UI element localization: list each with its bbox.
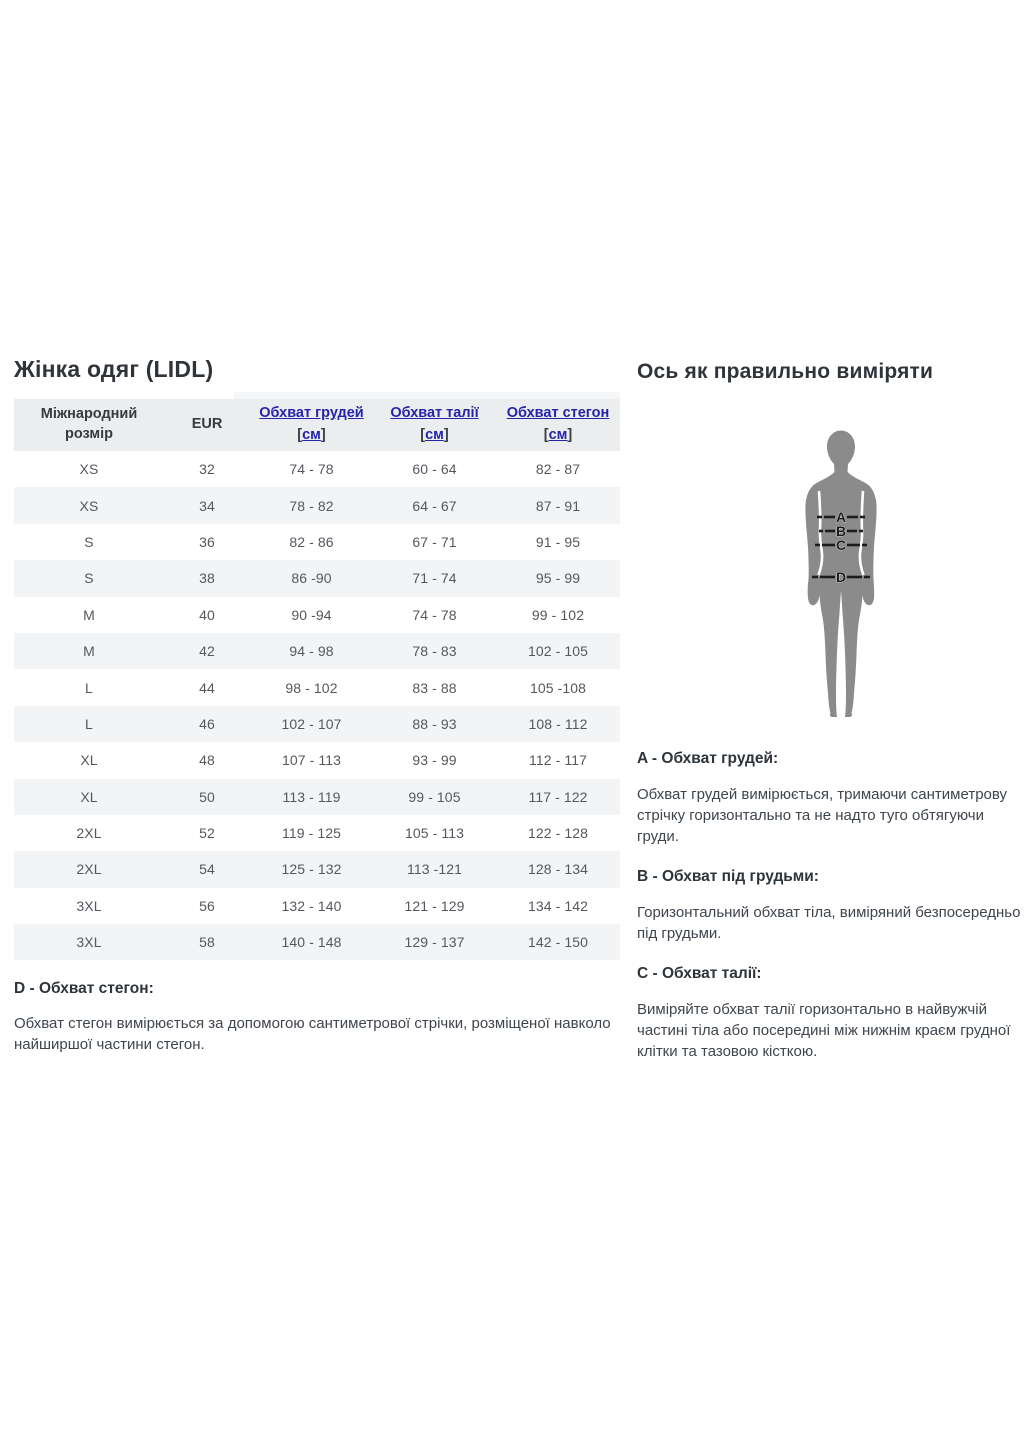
size-cell: 52 bbox=[199, 825, 215, 842]
size-cell: 113 - 119 bbox=[282, 788, 341, 805]
size-cell: M bbox=[83, 606, 95, 623]
hips-unit-link[interactable]: см bbox=[548, 427, 568, 443]
size-cell: 140 - 148 bbox=[281, 934, 342, 951]
size-cell: 102 - 107 bbox=[281, 715, 342, 732]
size-cell: 58 bbox=[199, 934, 215, 951]
table-row bbox=[14, 524, 620, 560]
size-cell: 74 - 78 bbox=[412, 606, 457, 623]
bracket: ] bbox=[443, 427, 449, 443]
size-cell: 36 bbox=[199, 533, 215, 550]
table-row bbox=[14, 560, 620, 596]
size-cell: S bbox=[84, 533, 94, 550]
band-label-b: B bbox=[835, 523, 847, 539]
table-row bbox=[14, 706, 620, 742]
table-row bbox=[14, 851, 620, 887]
hips-link[interactable]: Обхват стегон bbox=[506, 405, 610, 422]
size-cell: 93 - 99 bbox=[412, 752, 457, 769]
size-cell: 87 - 91 bbox=[535, 497, 581, 514]
hips-unit bbox=[500, 426, 616, 446]
waist-unit bbox=[377, 426, 492, 446]
size-cell: 48 bbox=[199, 752, 215, 769]
measure-guide-title: Ось як правильно виміряти bbox=[637, 360, 934, 383]
table-header-row bbox=[14, 399, 620, 451]
size-cell: 125 - 132 bbox=[281, 861, 342, 878]
band-label-a: A bbox=[835, 509, 847, 525]
size-cell: 142 - 150 bbox=[527, 934, 589, 951]
size-table-wrap bbox=[14, 399, 620, 960]
table-row bbox=[14, 815, 620, 851]
size-cell: 122 - 128 bbox=[527, 825, 589, 842]
measure-section-text: Виміряйте обхват талії горизонтально в найвужчій частині тіла або посередині між нижнім краєм грудної клітки та тазовою кісткою. bbox=[637, 1001, 1011, 1060]
size-cell: 105 - 113 bbox=[404, 825, 465, 842]
bracket: [ bbox=[297, 427, 303, 443]
size-cell: 2XL bbox=[76, 861, 102, 878]
size-cell: 64 - 67 bbox=[412, 497, 457, 514]
size-cell: 98 - 102 bbox=[285, 679, 338, 696]
size-cell: 119 - 125 bbox=[281, 825, 342, 842]
size-cell: 134 - 142 bbox=[527, 897, 589, 914]
size-cell: 99 - 102 bbox=[531, 606, 585, 623]
waist-link[interactable]: Обхват талії bbox=[390, 405, 479, 422]
size-cell: 94 - 98 bbox=[289, 643, 334, 660]
size-cell: 82 - 86 bbox=[289, 533, 334, 550]
size-cell: 34 bbox=[199, 497, 215, 514]
size-cell: 3XL bbox=[76, 934, 102, 951]
size-cell: 83 - 88 bbox=[412, 679, 457, 696]
chest-unit-link[interactable]: см bbox=[302, 427, 321, 443]
size-cell: M bbox=[83, 643, 95, 660]
size-cell: 44 bbox=[199, 679, 215, 696]
size-cell: 86 -90 bbox=[291, 570, 332, 587]
measure-section bbox=[637, 965, 1029, 1062]
table-row bbox=[14, 487, 620, 523]
size-cell: 46 bbox=[199, 715, 215, 732]
size-cell: 54 bbox=[199, 861, 215, 878]
measure-section-text: Горизонтальний обхват тіла, виміряний безпосередньо під грудьми. bbox=[637, 904, 1021, 942]
size-cell: XS bbox=[79, 461, 99, 478]
header-strip bbox=[234, 392, 620, 399]
size-cell: 113 -121 bbox=[406, 861, 463, 878]
size-cell: 112 - 117 bbox=[529, 752, 587, 769]
bracket: [ bbox=[543, 427, 549, 443]
table-row bbox=[14, 633, 620, 669]
size-cell: L bbox=[85, 715, 93, 732]
size-cell: 67 - 71 bbox=[412, 533, 457, 550]
col-header-chest bbox=[250, 399, 373, 451]
size-cell: 42 bbox=[199, 643, 215, 660]
size-cell: 74 - 78 bbox=[289, 461, 334, 478]
chest-unit bbox=[254, 426, 369, 446]
size-cell: 108 - 112 bbox=[528, 715, 588, 732]
bracket: ] bbox=[567, 427, 573, 443]
size-cell: 50 bbox=[199, 788, 215, 805]
size-table-body bbox=[14, 451, 620, 960]
table-row bbox=[14, 924, 620, 960]
size-cell: 90 -94 bbox=[291, 606, 332, 623]
measure-section bbox=[637, 750, 1029, 847]
measure-section bbox=[637, 868, 1029, 944]
size-cell: 91 - 95 bbox=[535, 533, 581, 550]
size-cell: 40 bbox=[199, 606, 215, 623]
size-cell: 78 - 83 bbox=[412, 643, 457, 660]
size-cell: 82 - 87 bbox=[535, 461, 581, 478]
chest-link[interactable]: Обхват грудей bbox=[259, 405, 364, 422]
size-cell: 60 - 64 bbox=[412, 461, 457, 478]
size-cell: 102 - 105 bbox=[527, 643, 589, 660]
size-cell: 105 -108 bbox=[529, 679, 587, 696]
measure-guide-panel bbox=[637, 360, 1029, 1083]
page-title: Жінка одяг (LIDL) bbox=[14, 356, 214, 382]
table-row bbox=[14, 669, 620, 705]
col-header-waist bbox=[373, 399, 496, 451]
measure-section-heading: B - Обхват під грудьми: bbox=[637, 868, 819, 885]
size-cell: XL bbox=[80, 752, 98, 769]
female-silhouette-icon bbox=[801, 429, 881, 719]
table-row bbox=[14, 742, 620, 778]
size-cell: 3XL bbox=[76, 897, 102, 914]
size-cell: 71 - 74 bbox=[412, 570, 457, 587]
size-cell: 88 - 93 bbox=[412, 715, 457, 732]
measure-section-heading: A - Обхват грудей: bbox=[637, 750, 779, 767]
size-cell: 117 - 122 bbox=[528, 788, 588, 805]
size-cell: 107 - 113 bbox=[281, 752, 342, 769]
table-row bbox=[14, 597, 620, 633]
size-cell: L bbox=[85, 679, 93, 696]
size-cell: 99 - 105 bbox=[408, 788, 461, 805]
table-row bbox=[14, 888, 620, 924]
size-cell: 32 bbox=[199, 461, 215, 478]
table-row bbox=[14, 779, 620, 815]
col-header-eur: EUR bbox=[164, 399, 250, 451]
size-chart-panel bbox=[14, 356, 620, 1055]
col-header-hips bbox=[496, 399, 620, 451]
size-cell: XS bbox=[79, 497, 99, 514]
hips-note-heading: D - Обхват стегон: bbox=[14, 980, 154, 998]
size-cell: 95 - 99 bbox=[535, 570, 581, 587]
body-measurement-figure bbox=[801, 429, 881, 719]
size-cell: 78 - 82 bbox=[289, 497, 334, 514]
size-cell: 129 - 137 bbox=[404, 934, 465, 951]
size-cell: 2XL bbox=[76, 825, 102, 842]
size-cell: 121 - 129 bbox=[404, 897, 465, 914]
bracket: [ bbox=[420, 427, 426, 443]
band-label-d: D bbox=[835, 569, 847, 585]
size-cell: 38 bbox=[199, 570, 215, 587]
size-cell: 132 - 140 bbox=[281, 897, 342, 914]
size-cell: 128 - 134 bbox=[527, 861, 589, 878]
size-cell: 56 bbox=[199, 897, 215, 914]
band-label-c: C bbox=[835, 537, 847, 553]
size-cell: XL bbox=[80, 788, 98, 805]
size-cell: S bbox=[84, 570, 94, 587]
table-row bbox=[14, 451, 620, 487]
bracket: ] bbox=[320, 427, 326, 443]
measure-sections bbox=[637, 750, 1029, 1062]
measure-section-text: Обхват грудей вимірюється, тримаючи сантиметрову стрічку горизонтально та не надто туго обтягуючи груди. bbox=[637, 786, 1008, 845]
size-table bbox=[14, 399, 620, 960]
waist-unit-link[interactable]: см bbox=[425, 427, 444, 443]
hips-note-text: Обхват стегон вимірюється за допомогою сантиметрової стрічки, розміщеної навколо найширшої частини стегон. bbox=[14, 1015, 611, 1054]
measure-section-heading: C - Обхват талії: bbox=[637, 965, 762, 982]
col-header-international-size: Міжнародний розмір bbox=[14, 399, 164, 451]
